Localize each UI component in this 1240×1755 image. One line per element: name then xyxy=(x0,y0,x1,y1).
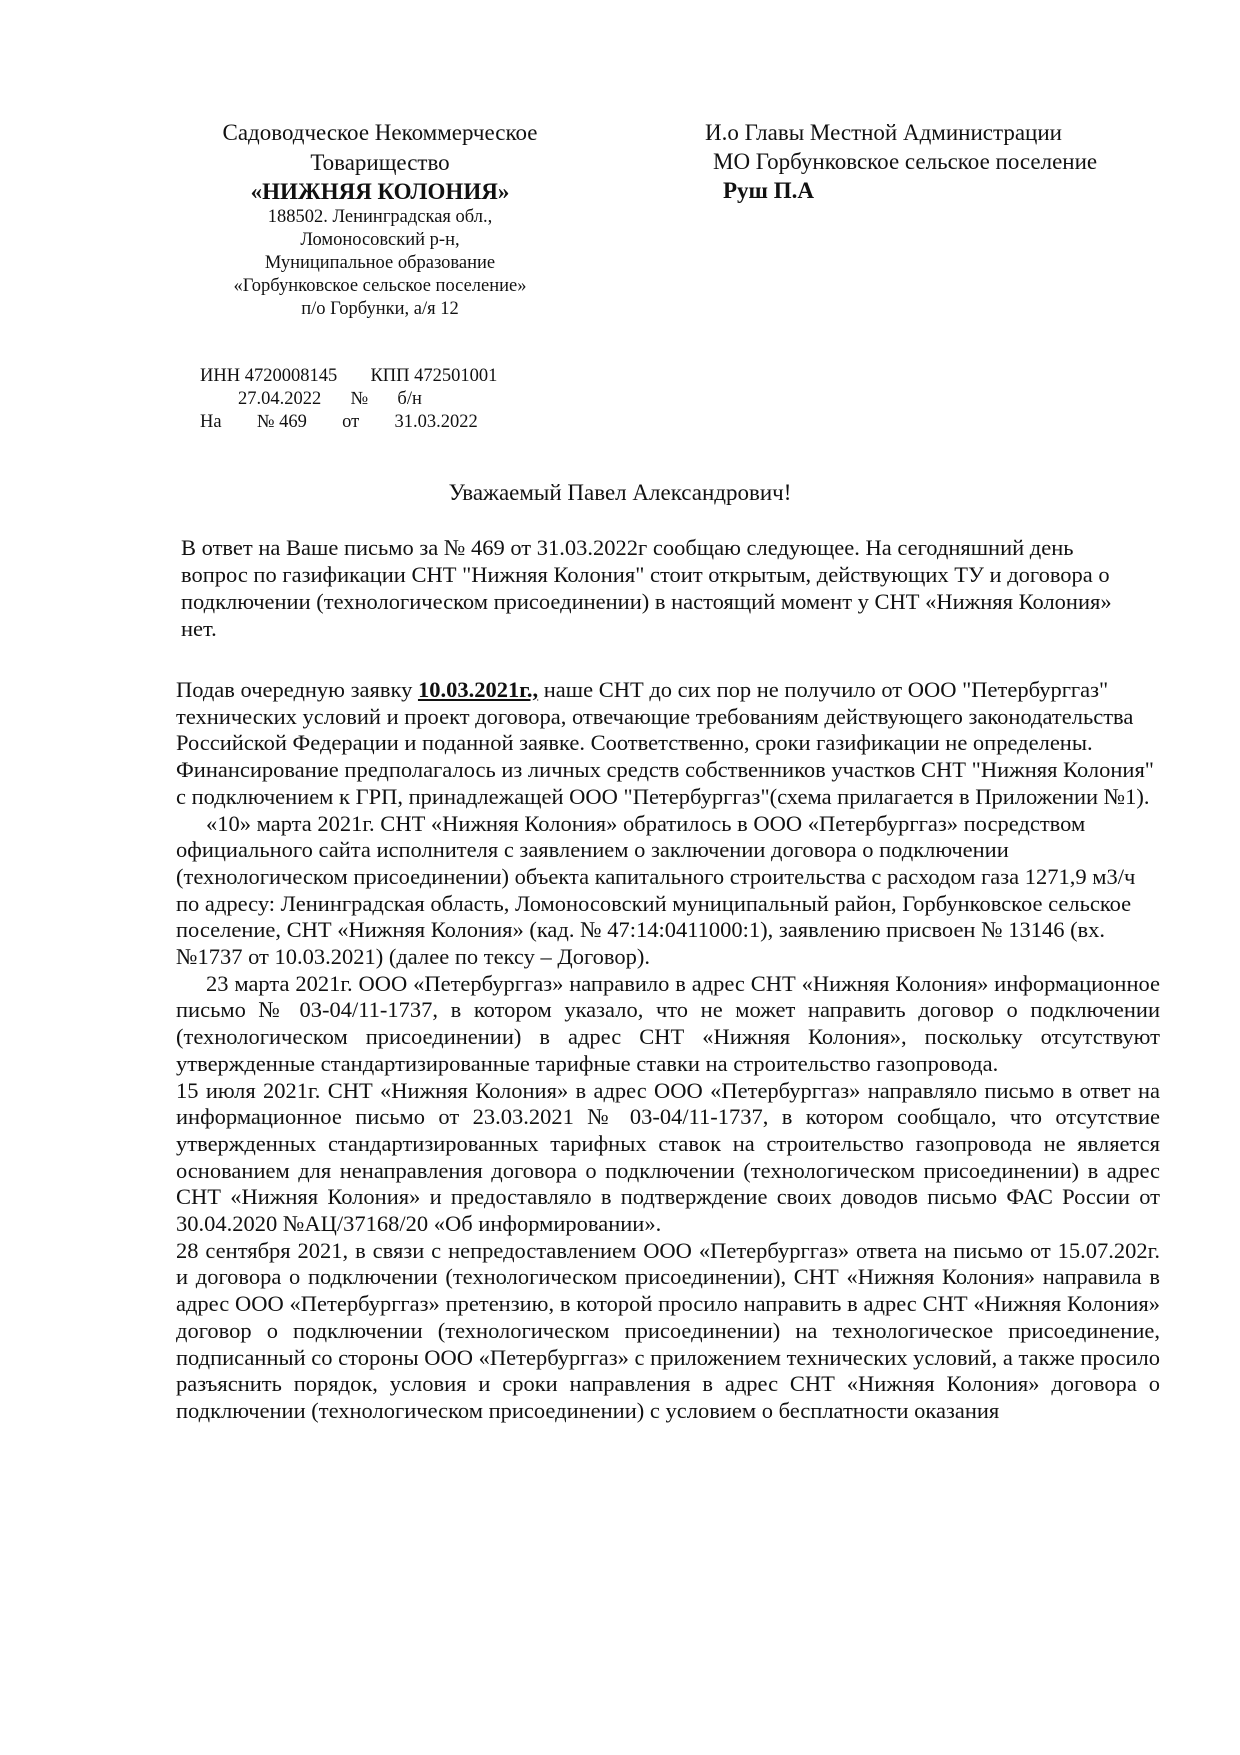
paragraph-intro: В ответ на Ваше письмо за № 469 от 31.03.2022г сообщаю следующее. На сегодняшний день вопрос по газификации СНТ "Нижняя Колония" стоит открытым, действующих ТУ и договора о подключении (технологическом присоединении) в настоящий момент у СНТ «Нижняя Колония» нет. xyxy=(181,535,1112,641)
address-line: п/о Горбунки, а/я 12 xyxy=(301,299,459,319)
reference-number: № 469 xyxy=(256,412,307,432)
paragraph-application-prefix: Подав очередную заявку xyxy=(176,677,418,702)
recipient-name: Руш П.А xyxy=(723,178,814,203)
sender-name-line2: Товарищество xyxy=(310,150,450,175)
greeting: Уважаемый Павел Александрович! xyxy=(448,480,792,505)
recipient-line1: И.о Главы Местной Администрации xyxy=(705,120,1062,145)
reference-date: 31.03.2022 xyxy=(394,412,478,432)
sender-name-line1: Садоводческое Некоммерческое xyxy=(222,120,538,145)
sender-requisites xyxy=(200,365,497,434)
outgoing-line xyxy=(200,388,497,411)
inn-label: ИНН xyxy=(200,366,241,386)
address-line: «Горбунковское сельское поселение» xyxy=(233,276,527,296)
paragraph-application-rest: наше СНТ до сих пор не получило от ООО "Петербурггаз" технических условий и проект договора, отвечающие требованиям действующего законодательства Российской Федерации и поданной заявке. Соответственно, сроки газификации не определены. Финансирование предполагалось из личных средств собственников участков СНТ "Нижняя Колония" с подключением к ГРП, принадлежащей ООО "Петербурггаз"(схема прилагается в Приложении №1). xyxy=(176,677,1154,809)
address-line: Ломоносовский р-н, xyxy=(300,230,460,250)
paragraph-sept28: 28 сентября 2021, в связи с непредоставлением ООО «Петербурггаз» ответа на письмо от 15.07.202г. и договора о подключении (технологическом присоединении), СНТ «Нижняя Колония» направила в адрес ООО «Петербурггаз» претензию, в которой просило направить в адрес СНТ «Нижняя Колония» договор о подключении (технологическом присоединении) на технологическое присоединение, подписанный со стороны ООО «Петербурггаз» с приложением технических условий, а также просило разъяснить порядок, условия и сроки направления в адрес СНТ «Нижняя Колония» договора о подключении (технологическом присоединении) с условием о бесплатности оказания xyxy=(176,1237,1160,1423)
application-date-emphasis: 10.03.2021г., xyxy=(417,677,539,702)
number-sign: № xyxy=(350,389,369,409)
kpp-label: КПП xyxy=(370,366,410,386)
paragraph-application xyxy=(176,677,1160,811)
reference-from: от xyxy=(342,412,360,432)
recipient-line2: МО Горбунковское сельское поселение xyxy=(713,149,1098,174)
reference-line xyxy=(200,411,497,434)
address-line: 188502. Ленинградская обл., xyxy=(267,207,493,227)
address-line: Муниципальное образование xyxy=(264,253,496,273)
paragraph-march23: 23 марта 2021г. ООО «Петербурггаз» направило в адрес СНТ «Нижняя Колония» информационное письмо № 03-04/11-1737, в котором указало, что не может направить договор о подключении (технологическом присоединении) в адрес СНТ «Нижняя Колония», поскольку отсутствуют утвержденные стандартизированные тарифные ставки на строительство газопровода. xyxy=(176,970,1160,1076)
recipient-block xyxy=(705,118,1175,205)
reference-label: На xyxy=(200,412,222,432)
inn-kpp-line xyxy=(200,365,497,388)
outgoing-number: б/н xyxy=(397,389,422,409)
kpp-value: 472501001 xyxy=(414,366,498,386)
paragraph-july15: 15 июля 2021г. СНТ «Нижняя Колония» в адрес ООО «Петербурггаз» направляло письмо в ответ на информационное письмо от 23.03.2021 № 03-04/11-1737, в котором сообщало, что отсутствие утвержденных стандартизированных тарифных ставок на строительство газопровода не является основанием для ненаправления договора о подключении (технологическом присоединении) в адрес СНТ «Нижняя Колония» и предоставляло в подтверждение своих доводов письмо ФАС России от 30.04.2020 №АЦ/37168/20 «Об информировании». xyxy=(176,1077,1160,1237)
paragraph-march10: «10» марта 2021г. СНТ «Нижняя Колония» обратилось в ООО «Петербурггаз» посредством официального сайта исполнителя с заявлением о заключении договора о подключении (технологическом присоединении) объекта капитального строительства с расходом газа 1271,9 м3/ч по адресу: Ленинградская область, Ломоносовский муниципальный район, Горбунковское сельское поселение, СНТ «Нижняя Колония» (кад. № 47:14:0411000:1), заявлению присвоен № 13146 (вх.№1737 от 10.03.2021) (далее по тексу – Договор). xyxy=(176,810,1136,970)
body-text xyxy=(176,677,1160,1425)
sender-block xyxy=(180,118,580,321)
outgoing-date: 27.04.2022 xyxy=(238,389,322,409)
sender-org-name: «НИЖНЯЯ КОЛОНИЯ» xyxy=(250,179,510,204)
inn-value: 4720008145 xyxy=(244,366,338,386)
sender-address xyxy=(180,206,580,321)
